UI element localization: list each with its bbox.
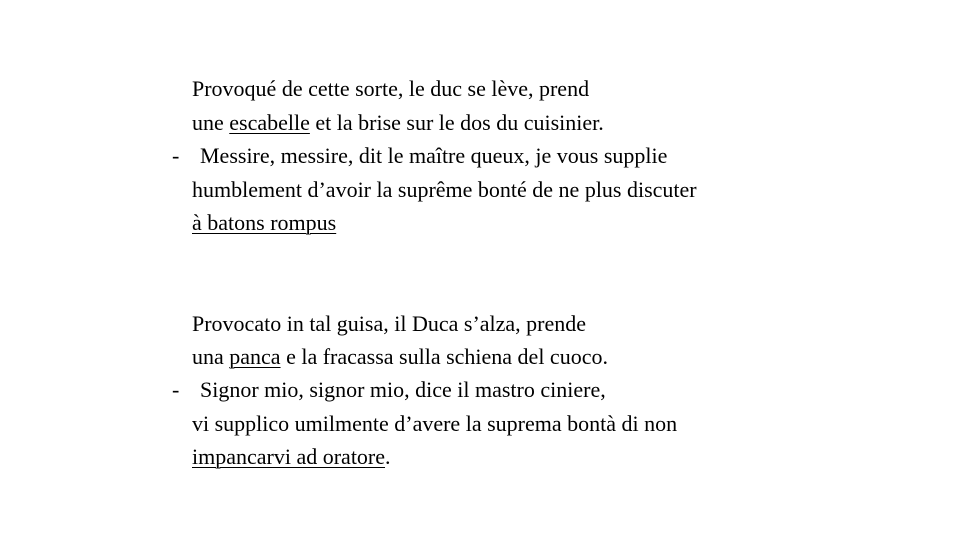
italian-line-1 <box>192 311 586 337</box>
french-line-4-text: humblement d’avoir la suprême bonté de ne plus discuter <box>192 177 697 202</box>
italian-line-4-text: vi supplico umilmente d’avere la suprema bontà di non <box>192 411 678 436</box>
italian-line-2-pre: una <box>192 344 230 369</box>
french-line-2-post: et la brise sur le dos du cuisinier. <box>309 110 604 135</box>
italian-line-5 <box>192 444 391 470</box>
italian-line-5-post: . <box>385 444 391 469</box>
italian-line-4 <box>192 411 677 437</box>
italian-underlined-panca: panca <box>229 344 281 369</box>
french-line-4 <box>192 177 697 203</box>
italian-line-2 <box>192 344 608 370</box>
french-line-3-text: Messire, messire, dit le maître queux, je vous supplie <box>200 143 668 168</box>
french-line-1 <box>192 76 589 102</box>
french-line-1-text: Provoqué de cette sorte, le duc se lève, prend <box>192 76 590 101</box>
french-line-2 <box>192 110 604 136</box>
italian-line-2-post: e la fracassa sulla schiena del cuoco. <box>280 344 608 369</box>
italian-dialogue-dash: - <box>172 377 180 402</box>
french-line-2-pre: une <box>192 110 230 135</box>
italian-line-3-text: Signor mio, signor mio, dice il mastro ciniere, <box>200 377 606 402</box>
french-underlined-escabelle: escabelle <box>229 110 310 135</box>
french-line-5 <box>192 210 336 236</box>
italian-line-3 <box>172 377 606 403</box>
italian-line-1-text: Provocato in tal guisa, il Duca s’alza, prende <box>192 311 587 336</box>
french-line-3 <box>172 143 667 169</box>
italian-underlined-impancarvi: impancarvi ad oratore <box>192 444 386 469</box>
french-underlined-batons-rompus: à batons rompus <box>192 210 337 235</box>
french-dialogue-dash: - <box>172 143 180 168</box>
